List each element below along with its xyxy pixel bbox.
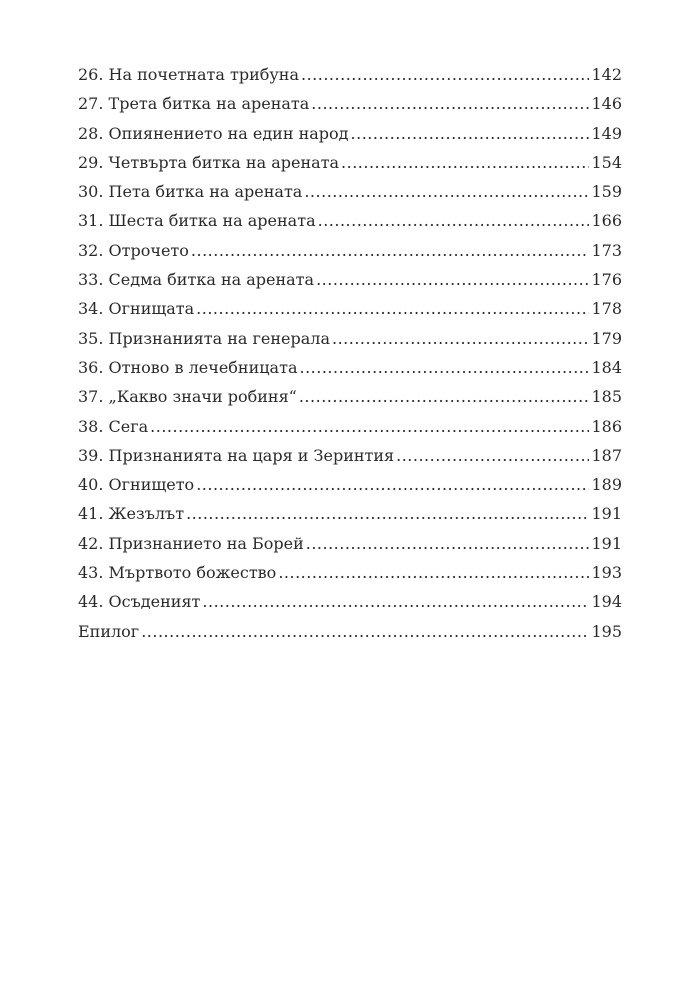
toc-entry-page: 194 [591,592,622,612]
toc-entry [78,558,622,587]
toc-entry-title: 33. Седма битка на арената [78,270,315,290]
toc-dot-leader [351,119,590,148]
table-of-contents [78,60,622,646]
toc-entry [78,206,622,235]
toc-dot-leader [141,617,589,646]
toc-entry-title: 39. Признанията на царя и Зеринтия [78,445,395,465]
toc-entry [78,177,622,206]
toc-dot-leader [191,236,590,265]
toc-dot-leader [332,324,589,353]
toc-entry-page: 191 [591,533,622,553]
toc-entry [78,89,622,118]
toc-entry [78,294,622,323]
toc-dot-leader [301,60,589,89]
toc-dot-leader [299,382,590,411]
toc-entry-page: 178 [591,299,622,319]
toc-entry-title: 38. Сега [78,416,149,436]
toc-entry-page: 179 [591,328,622,348]
toc-entry [78,119,622,148]
toc-dot-leader [196,470,589,499]
toc-dot-leader [202,587,589,616]
toc-entry-page: 184 [591,357,622,377]
toc-entry-page: 149 [591,123,622,143]
toc-entry [78,265,622,294]
toc-entry [78,148,622,177]
toc-entry-page: 185 [591,387,622,407]
toc-entry [78,441,622,470]
toc-dot-leader [318,206,590,235]
toc-entry [78,470,622,499]
toc-entry-page: 154 [591,152,622,172]
toc-entry-title: 30. Пета битка на арената [78,182,303,202]
toc-dot-leader [278,558,589,587]
toc-entry-title: 40. Огнището [78,475,195,495]
toc-entry [78,324,622,353]
toc-entry-title: 41. Жезълът [78,504,185,524]
toc-entry-title: 34. Огнищата [78,299,195,319]
toc-entry-title: 26. На почетната трибуна [78,65,299,84]
toc-entry-page: 166 [591,211,622,231]
toc-dot-leader [196,294,589,323]
toc-entry-title: 35. Признанията на генерала [78,328,330,348]
toc-dot-leader [299,353,589,382]
toc-entry [78,412,622,441]
toc-entry-page: 142 [591,65,622,84]
toc-entry-title: 37. „Какво значи робиня“ [78,387,297,407]
toc-entry-page: 146 [591,94,622,114]
toc-entry [78,353,622,382]
toc-entry-title: 31. Шеста битка на арената [78,211,316,231]
toc-entry-page: 191 [591,504,622,524]
toc-dot-leader [304,177,589,206]
toc-entry-title: 43. Мъртвото божество [78,563,277,583]
toc-entry-title: 36. Отново в лечебницата [78,357,298,377]
toc-dot-leader [150,412,589,441]
toc-dot-leader [306,529,590,558]
toc-entry-title: Епилог [78,621,140,641]
toc-entry-page: 176 [591,270,622,290]
toc-entry [78,617,622,646]
toc-entry-title: 27. Трета битка на арената [78,94,310,114]
toc-entry-page: 187 [591,445,622,465]
toc-dot-leader [186,499,589,528]
toc-entry-page: 189 [591,475,622,495]
toc-entry-title: 42. Признанието на Борей [78,533,304,553]
toc-dot-leader [341,148,589,177]
toc-entry [78,382,622,411]
toc-entry-title: 29. Четвърта битка на арената [78,152,340,172]
toc-entry-page: 195 [591,621,622,641]
toc-entry-title: 32. Отрочето [78,240,189,260]
toc-entry-page: 159 [591,182,622,202]
toc-entry [78,236,622,265]
toc-entry [78,60,622,89]
toc-entry-page: 173 [591,240,622,260]
toc-dot-leader [311,89,589,118]
toc-entry [78,587,622,616]
toc-entry-title: 44. Осъденият [78,592,201,612]
toc-entry-page: 186 [591,416,622,436]
toc-entry [78,499,622,528]
toc-dot-leader [316,265,589,294]
toc-entry-title: 28. Опиянението на един народ [78,123,349,143]
toc-entry [78,529,622,558]
toc-dot-leader [396,441,589,470]
toc-entry-page: 193 [591,563,622,583]
